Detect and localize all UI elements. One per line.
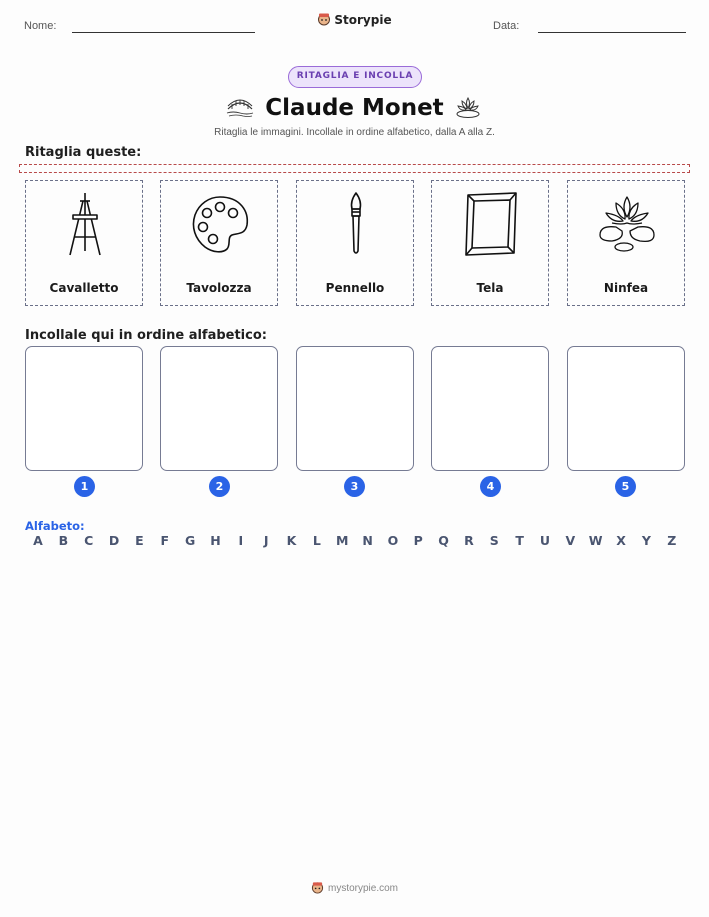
alphabet-letter: X — [616, 533, 626, 548]
alphabet-letter: T — [515, 533, 524, 548]
alphabet-letter: A — [33, 533, 43, 548]
paste-slot-1[interactable] — [25, 346, 143, 471]
activity-badge: RITAGLIA E INCOLLA — [288, 66, 422, 88]
alphabet-letter: D — [108, 533, 120, 548]
alphabet-letter: Y — [641, 533, 651, 548]
alphabet-letter: L — [312, 533, 321, 548]
alphabet-letter: M — [335, 533, 349, 548]
footer — [0, 881, 709, 894]
alphabet-letter: O — [387, 533, 399, 548]
date-label: Data: — [493, 20, 520, 32]
canvas-frame-icon — [456, 189, 526, 261]
date-line[interactable] — [538, 32, 686, 33]
alphabet-letter: Z — [667, 533, 677, 548]
slot-number-badge: 4 — [480, 476, 501, 497]
storypie-mascot-icon — [311, 881, 324, 894]
title-row — [0, 92, 709, 124]
slot-number-badge: 2 — [209, 476, 230, 497]
instructions: Ritaglia le immagini. Incollale in ordine alfabetico, dalla A alla Z. — [214, 127, 495, 138]
slot-number-badge: 5 — [615, 476, 636, 497]
cut-card-ninfea[interactable] — [567, 180, 685, 306]
alphabet-letter: V — [565, 533, 576, 548]
paste-slot-5[interactable] — [567, 346, 685, 471]
water-lily-icon — [454, 95, 482, 119]
alphabet-letter: Q — [438, 533, 449, 548]
alphabet-letter: I — [238, 533, 244, 548]
alphabet-letter: N — [362, 533, 373, 548]
alphabet-letter: K — [286, 533, 297, 548]
alphabet-letter: B — [58, 533, 69, 548]
name-line[interactable] — [72, 32, 255, 33]
alphabet-letter: G — [184, 533, 196, 548]
alphabet-row — [25, 533, 685, 551]
alphabet-letter: U — [539, 533, 551, 548]
slot-number-badge: 1 — [74, 476, 95, 497]
alphabet-letter: F — [160, 533, 170, 548]
brand-name: Storypie — [334, 13, 392, 27]
card-label: Tavolozza — [186, 281, 252, 295]
cut-line — [19, 164, 690, 173]
alphabet-letter: E — [135, 533, 144, 548]
alphabet-title: Alfabeto: — [25, 519, 85, 533]
card-label: Ninfea — [603, 281, 649, 295]
cut-card-tela[interactable] — [431, 180, 549, 306]
cut-card-tavolozza[interactable] — [160, 180, 278, 306]
alphabet-letter: R — [464, 533, 474, 548]
brand — [0, 12, 709, 27]
card-label: Tela — [476, 281, 504, 295]
alphabet-letter: C — [84, 533, 94, 548]
slot-number-badge: 3 — [344, 476, 365, 497]
cut-card-pennello[interactable] — [296, 180, 414, 306]
footer-site: mystorypie.com — [327, 883, 398, 894]
paintbrush-icon — [321, 189, 391, 261]
cut-card-cavalletto[interactable] — [25, 180, 143, 306]
easel-icon — [50, 189, 120, 261]
storypie-mascot-icon — [317, 12, 331, 26]
card-label: Pennello — [325, 281, 385, 295]
paste-slot-4[interactable] — [431, 346, 549, 471]
page-title: Claude Monet — [265, 95, 444, 121]
water-lily-icon — [592, 189, 662, 261]
paste-heading: Incollale qui in ordine alfabetico: — [25, 328, 267, 343]
paste-slot-2[interactable] — [160, 346, 278, 471]
palette-icon — [185, 189, 255, 261]
alphabet-letter: S — [489, 533, 499, 548]
alphabet-letter: J — [263, 533, 269, 548]
cut-heading: Ritaglia queste: — [25, 145, 142, 160]
card-label: Cavalletto — [49, 281, 119, 295]
name-label: Nome: — [24, 20, 57, 32]
paste-slot-3[interactable] — [296, 346, 414, 471]
alphabet-letter: W — [588, 533, 603, 548]
alphabet-letter: P — [413, 533, 423, 548]
alphabet-letter: H — [210, 533, 221, 548]
